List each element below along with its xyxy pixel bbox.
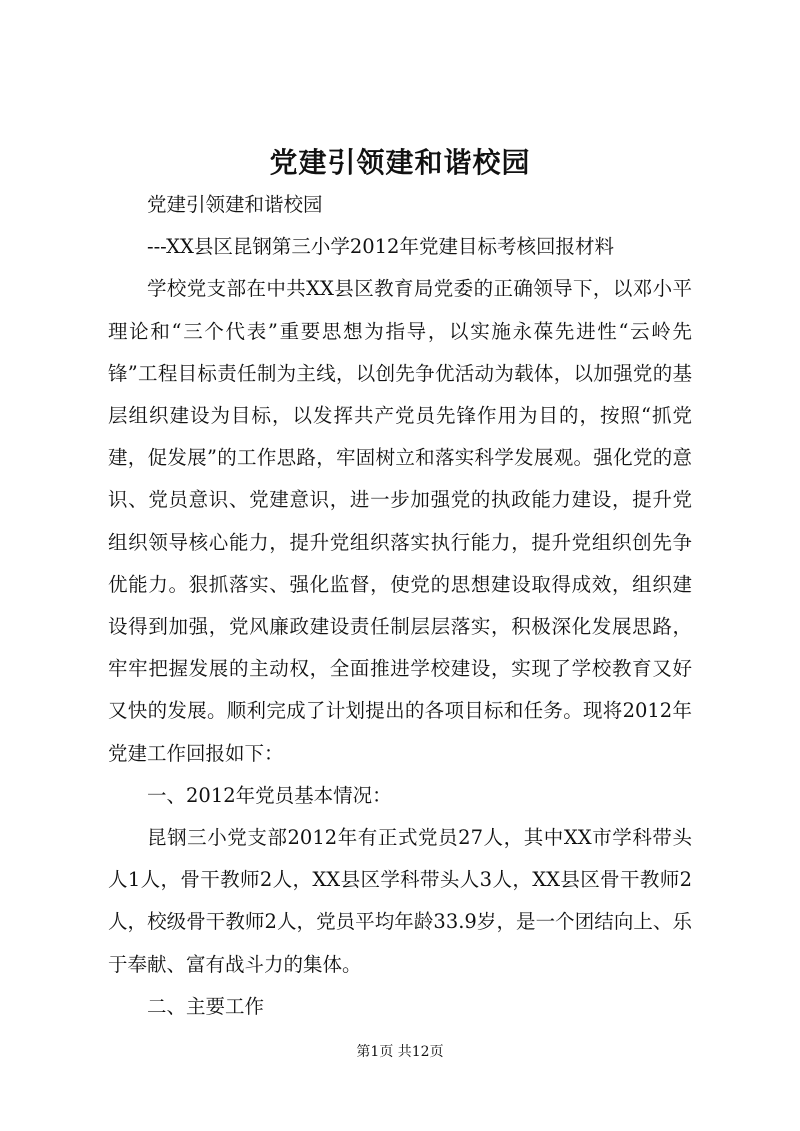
- intro-paragraph: 学校党支部在中共XX县区教育局党委的正确领导下，以邓小平理论和“三个代表”重要思想为指导，以实施永葆先进性“云岭先锋”工程目标责任制为主线，以创先争优活动为载体，以加强党的基层组织建设为目标，以发挥共产党员先锋作用为目的，按照“抓党建，促发展”的工作思路，牢固树立和落实科学发展观。强化党的意识、党员意识、党建意识，进一步加强党的执政能力建设，提升党组织领导核心能力，提升党组织落实执行能力，提升党组织创先争优能力。狠抓落实、强化监督，使党的思想建设取得成效，组织建设得到加强，党风廉政建设责任制层层落实，积极深化发展思路，牢牢把握发展的主动权，全面推进学校建设，实现了学校教育又好又快的发展。顺利完成了计划提出的各项目标和任务。现将2012年党建工作回报如下：: [108, 277, 692, 765]
- page-number-footer: 第1页 共12页: [356, 1044, 444, 1060]
- subtitle-paragraph: 党建引领建和谐校园: [147, 193, 323, 216]
- document-body: [108, 184, 692, 1028]
- section-heading-member-overview: 一、2012年党员基本情况：: [147, 783, 392, 807]
- report-subheading: ---XX县区昆钢第三小学2012年党建目标考核回报材料: [147, 235, 614, 259]
- page-title: 党建引领建和谐校园: [269, 146, 531, 179]
- member-overview-paragraph: 昆钢三小党支部2012年有正式党员27人，其中XX市学科带头人1人，骨干教师2人，XX县区学科带头人3人，XX县区骨干教师2人，校级骨干教师2人，党员平均年龄33.9岁，是一个团结向上、乐于奉献、富有战斗力的集体。: [108, 826, 692, 976]
- section-heading-main-work: 二、主要工作: [147, 994, 265, 1018]
